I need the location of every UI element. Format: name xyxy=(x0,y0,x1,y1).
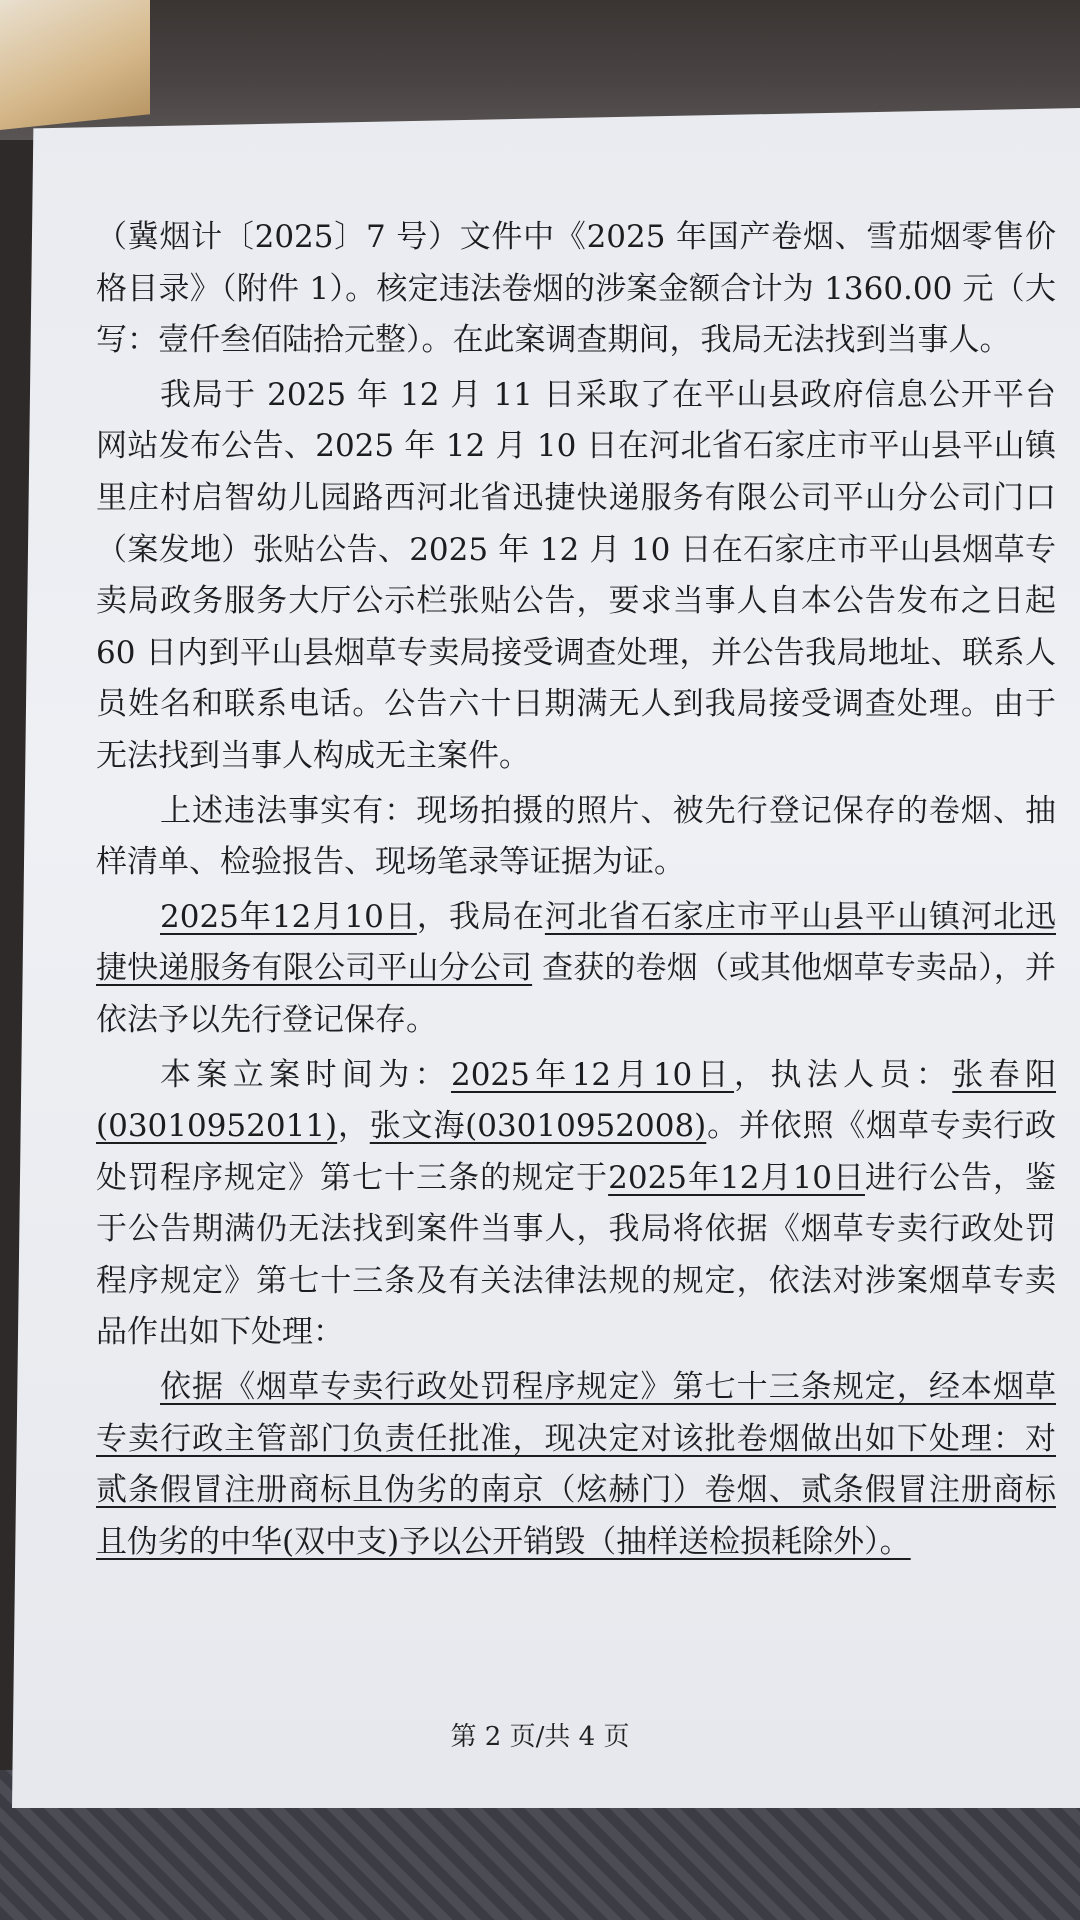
paragraph-price-basis: （冀烟计〔2025〕7 号）文件中《2025 年国产卷烟、雪茄烟零售价格目录》（附件 1）。核定违法卷烟的涉案金额合计为 1360.00 元（大写：壹仟叁佰陆拾元整）。在此案调查期间，我局无法找到当事人。 xyxy=(96,219,1056,359)
paragraph-seizure xyxy=(96,892,1056,1047)
filing-text-5: 进行公告，鉴于公告期满仍无法找到案件当事人，我局将依据《烟草专卖行政处罚程序规定》第七十三条及有关法律法规的规定，依法对涉案烟草专卖品作出如下处理： xyxy=(96,1159,1057,1351)
seizure-text-2: 查获的卷烟（或其他烟草专卖品），并依法予以先行登记保存。 xyxy=(96,950,1057,1038)
officer-1: 张春阳(03010952011) xyxy=(96,1056,1057,1145)
notice-date: 2025年12月10日 xyxy=(608,1159,865,1196)
filing-date: 2025年12月10日 xyxy=(450,1056,735,1093)
paragraph-evidence: 上述违法事实有：现场拍摄的照片、被先行登记保存的卷烟、抽样清单、检验报告、现场笔录等证据为证。 xyxy=(96,792,1056,881)
background-envelope xyxy=(0,0,150,130)
paragraph-public-notice: 我局于 2025 年 12 月 11 日采取了在平山县政府信息公开平台网站发布公告、2025 年 12 月 10 日在河北省石家庄市平山县平山镇里庄村启智幼儿园路西河北省迅捷快递服务有限公司平山分公司门口（案发地）张贴公告、2025 年 12 月 10 日在石家庄市平山县烟草专卖局政务服务大厅公示栏张贴公告，要求当事人自本公告发布之日起 60 日内到平山县烟草专卖局接受调查处理，并公告我局地址、联系人员姓名和联系电话。公告六十日期满无人到我局接受调查处理。由于无法找到当事人构成无主案件。 xyxy=(96,376,1056,774)
seizure-place: 河北省石家庄市平山县平山镇河北迅捷快递服务有限公司平山分公司 xyxy=(96,898,1057,987)
filing-text-1: 本案立案时间为： xyxy=(160,1056,451,1093)
decision-text: 依据《烟草专卖行政处罚程序规定》第七十三条规定，经本烟草专卖行政主管部门负责任批准，现决定对该批卷烟做出如下处理：对贰条假冒注册商标且伪劣的南京（炫赫门）卷烟、贰条假冒注册商标且伪劣的中华(双中支)予以公开销毁（抽样送检损耗除外）。 xyxy=(96,1369,1056,1560)
paragraph-case-filing xyxy=(96,1050,1056,1360)
paragraph-decision xyxy=(96,1362,1056,1568)
seizure-date: 2025年12月10日 xyxy=(160,898,417,935)
filing-text-2: ，执法人员： xyxy=(734,1056,953,1093)
officer-2: 张文海(03010952008) xyxy=(369,1108,707,1145)
filing-text-3: ， xyxy=(337,1108,370,1145)
page-number: 第 2 页/共 4 页 xyxy=(450,1722,630,1752)
document-body xyxy=(96,212,1056,1571)
filing-text-4: 。并依照《烟草专卖行政处罚程序规定》第七十三条的规定于 xyxy=(96,1108,1057,1196)
seizure-text-1: ，我局在 xyxy=(416,898,545,935)
